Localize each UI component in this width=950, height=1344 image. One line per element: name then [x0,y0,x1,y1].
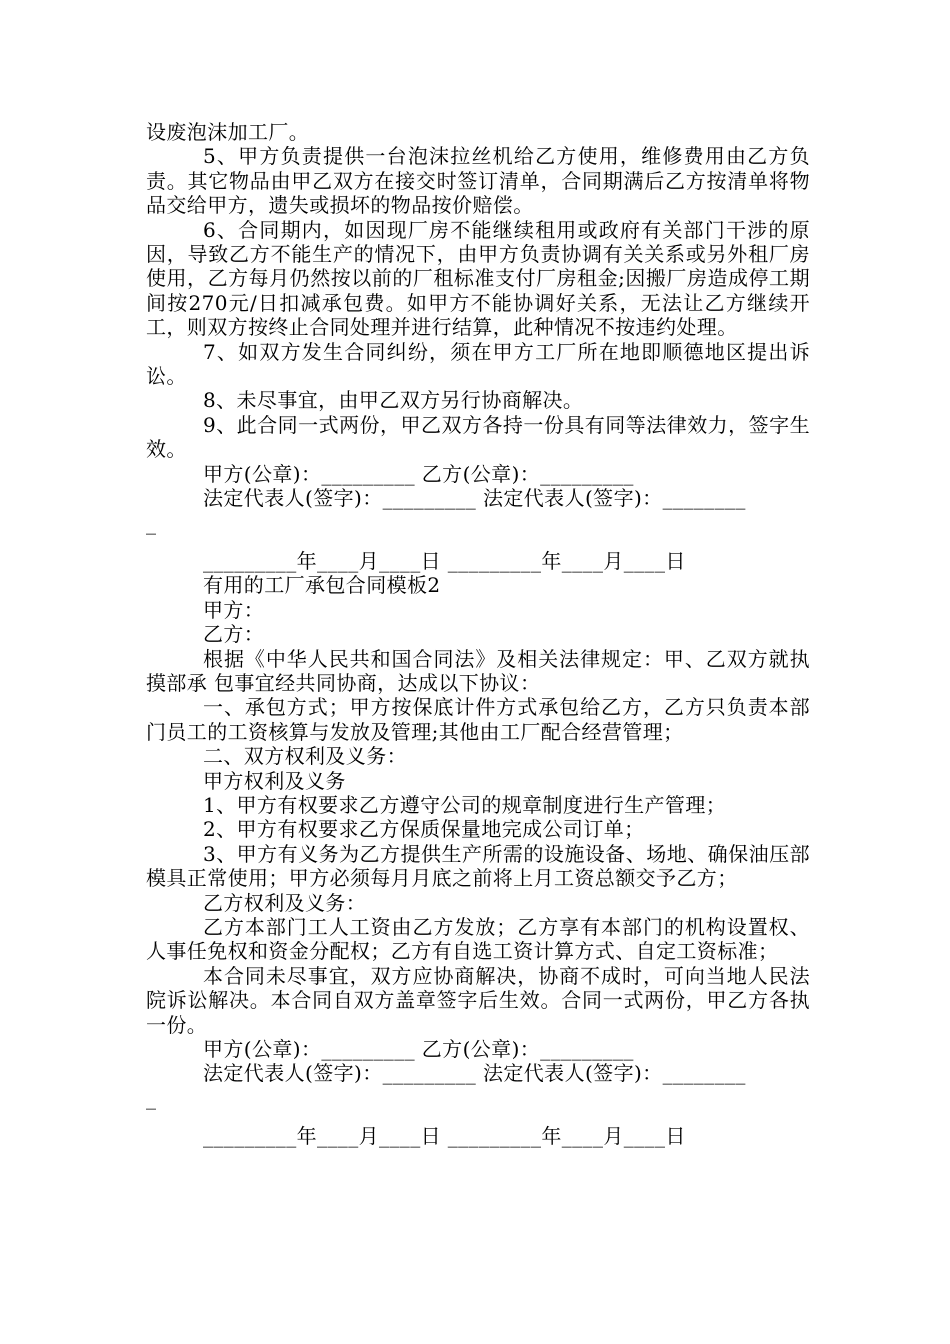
party-b-label: 乙方： [203,622,265,647]
party-a-label: 甲方： [203,597,265,622]
wrap-stub-1: _ [146,510,157,535]
date-line-1: _________年____月____日 _________年____月____日 [203,548,686,573]
party-b-rights-heading: 乙方权利及义务： [203,890,367,915]
wrap-stub-2: _ [146,1085,157,1110]
paragraph-continuation: 设废泡沫加工厂。 [146,120,310,144]
section-title-template-2: 有用的工厂承包合同模板2 [203,573,441,598]
clause-9: 9、此合同一式两份，甲乙双方各持一份具有同等法律效力，签字生效。 [146,412,810,462]
section-1-contract-mode: 一、承包方式；甲方按保底计件方式承包给乙方，乙方只负责本部门员工的工资核算与发放及管理;其他由工厂配合经营管理； [146,695,810,744]
clause-5: 5、甲方负责提供一台泡沫拉丝机给乙方使用，维修费用由乙方负责。其它物品由甲乙双方在接交时签订清单，合同期满后乙方按清单将物品交给甲方，遗失或损坏的物品按价赔偿。 [146,144,810,218]
closing-clause: 本合同未尽事宜，双方应协商解决，协商不成时，可向当地人民法院诉讼解决。本合同自双方盖章签字后生效。合同一式两份，甲乙方各执一份。 [146,963,810,1037]
clause-7: 7、如双方发生合同纠纷，须在甲方工厂所在地即顺德地区提出诉讼。 [146,339,810,389]
clause-8: 8、未尽事宜，由甲乙双方另行协商解决。 [203,388,584,413]
representative-line-1: 法定代表人(签字)：_________ 法定代表人(签字)：________ [203,486,746,511]
party-a-right-1: 1、甲方有权要求乙方遵守公司的规章制度进行生产管理； [203,792,727,817]
party-a-right-3: 3、甲方有义务为乙方提供生产所需的设施设备、场地、确保油压部模具正常使用；甲方必须每月月底之前将上月工资总额交予乙方； [146,841,810,891]
party-a-rights-heading: 甲方权利及义务 [203,768,346,793]
date-line-2: _________年____月____日 _________年____月____日 [203,1124,686,1149]
representative-line-2: 法定代表人(签字)：_________ 法定代表人(签字)：________ [203,1061,746,1086]
party-a-right-2: 2、甲方有权要求乙方保质保量地完成公司订单； [203,817,645,842]
seal-line-1: 甲方(公章)：_________ 乙方(公章)：_________ [203,461,634,486]
seal-line-2: 甲方(公章)：_________ 乙方(公章)：_________ [203,1037,634,1062]
party-b-rights-body: 乙方本部门工人工资由乙方发放；乙方享有本部门的机构设置权、人事任免权和资金分配权；乙方有自选工资计算方式、自定工资标准； [146,914,810,964]
preamble: 根据《中华人民共和国合同法》及相关法律规定：甲、乙双方就执摸部承 包事宜经共同协商，达成以下协议： [146,646,810,695]
document-page [146,120,810,1149]
section-2-heading: 二、双方权利及义务： [203,744,407,769]
clause-6: 6、合同期内，如因现厂房不能继续租用或政府有关部门干涉的原因，导致乙方不能生产的情况下，由甲方负责协调有关关系或另外租厂房使用，乙方每月仍然按以前的厂租标准支付厂房租金;因搬厂房造成停工期间按270元/日扣减承包费。如甲方不能协调好关系，无法让乙方继续开工，则双方按终止合同处理并进行结算，此种情况不按违约处理。 [146,217,810,340]
